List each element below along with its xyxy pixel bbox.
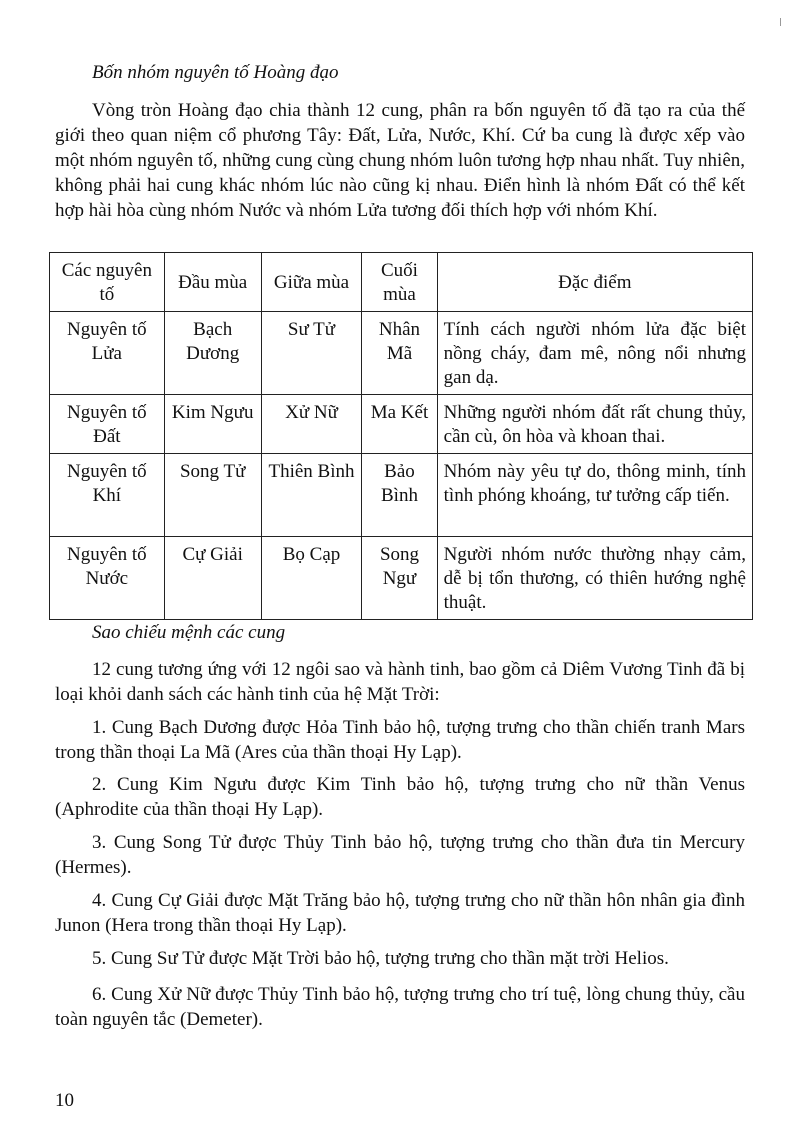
section-heading-zodiac-elements: Bốn nhóm nguyên tố Hoàng đạo (92, 62, 339, 83)
header-traits: Đặc điểm (437, 253, 752, 312)
list-item: 4. Cung Cự Giải được Mặt Trăng bảo hộ, tượng trưng cho nữ thần hôn nhân gia đình Junon (Hera trong thần thoại Hy Lạp). (55, 890, 745, 936)
list-item: 5. Cung Sư Tử được Mặt Trời bảo hộ, tượng trưng cho thần mặt trời Helios. (92, 948, 669, 969)
elements-table (49, 252, 753, 620)
cell-traits: Người nhóm nước thường nhạy cảm, dễ bị tổn thương, có thiên hướng nghệ thuật. (437, 537, 752, 620)
cell-element: Nguyên tố Nước (50, 537, 165, 620)
intro-paragraph: Vòng tròn Hoàng đạo chia thành 12 cung, phân ra bốn nguyên tố đã tạo ra của thế giới theo quan niệm cổ phương Tây: Đất, Lửa, Nước, Khí. Cứ ba cung là được xếp vào một nhóm nguyên tố, những cung cùng chung nhóm luôn tương hợp nhau nhất. Tuy nhiên, không phải hai cung khác nhóm lúc nào cũng kị nhau. Điển hình là nhóm Đất có thể kết hợp hài hòa cùng nhóm Nước và nhóm Lửa tương đối thích hợp với nhóm Khí. (55, 100, 745, 221)
cell-element: Nguyên tố Đất (50, 395, 165, 454)
cell-late: Nhân Mã (362, 312, 437, 395)
list-item: 3. Cung Song Tử được Thủy Tinh bảo hộ, tượng trưng cho thần đưa tin Mercury (Hermes). (55, 832, 745, 878)
header-mid-season: Giữa mùa (261, 253, 362, 312)
cell-mid: Sư Tử (261, 312, 362, 395)
stars-intro-paragraph: 12 cung tương ứng với 12 ngôi sao và hành tinh, bao gồm cả Diêm Vương Tinh đã bị loại khỏi danh sách các hành tinh của hệ Mặt Trời: (55, 659, 745, 705)
cell-traits: Tính cách người nhóm lửa đặc biệt nồng cháy, đam mê, nông nổi nhưng gan dạ. (437, 312, 752, 395)
table-row (50, 537, 753, 620)
cell-traits: Những người nhóm đất rất chung thủy, cần cù, ôn hòa và khoan thai. (437, 395, 752, 454)
scan-mark (780, 18, 781, 26)
list-item: 2. Cung Kim Ngưu được Kim Tinh bảo hộ, tượng trưng cho nữ thần Venus (Aphrodite của thần thoại Hy Lạp). (55, 774, 745, 820)
cell-early: Song Tử (164, 454, 261, 537)
header-elements: Các nguyên tố (50, 253, 165, 312)
header-late-season: Cuối mùa (362, 253, 437, 312)
cell-early: Cự Giải (164, 537, 261, 620)
cell-mid: Bọ Cạp (261, 537, 362, 620)
page-number: 10 (55, 1090, 74, 1111)
cell-mid: Thiên Bình (261, 454, 362, 537)
table-header-row (50, 253, 753, 312)
cell-late: Song Ngư (362, 537, 437, 620)
list-item: 6. Cung Xử Nữ được Thủy Tinh bảo hộ, tượng trưng cho trí tuệ, lòng chung thủy, cầu toàn nguyên tắc (Demeter). (55, 984, 745, 1030)
cell-late: Bảo Bình (362, 454, 437, 537)
table-row (50, 312, 753, 395)
table-row (50, 395, 753, 454)
section-heading-ruling-stars: Sao chiếu mệnh các cung (92, 622, 286, 643)
cell-early: Kim Ngưu (164, 395, 261, 454)
cell-late: Ma Kết (362, 395, 437, 454)
cell-traits: Nhóm này yêu tự do, thông minh, tính tình phóng khoáng, tư tưởng cấp tiến. (437, 454, 752, 537)
header-early-season: Đầu mùa (164, 253, 261, 312)
cell-element: Nguyên tố Lửa (50, 312, 165, 395)
cell-element: Nguyên tố Khí (50, 454, 165, 537)
table-row (50, 454, 753, 537)
list-item: 1. Cung Bạch Dương được Hỏa Tinh bảo hộ, tượng trưng cho thần chiến tranh Mars trong thần thoại La Mã (Ares của thần thoại Hy Lạp). (55, 717, 745, 763)
cell-early: Bạch Dương (164, 312, 261, 395)
cell-mid: Xử Nữ (261, 395, 362, 454)
